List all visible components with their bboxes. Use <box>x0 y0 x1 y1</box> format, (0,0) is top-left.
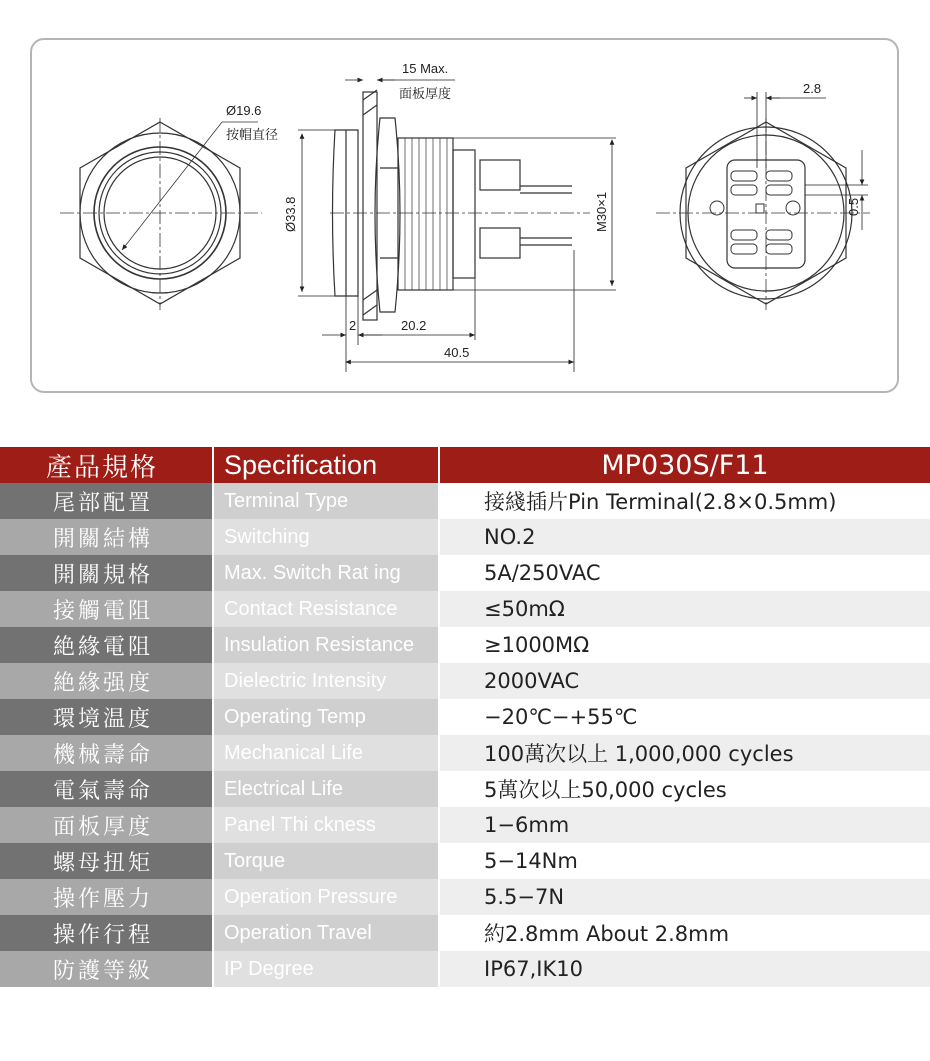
row-label-zh: 絶緣强度 <box>0 663 212 699</box>
row-label-zh: 接觸電阻 <box>0 591 212 627</box>
row-label-zh: 絶緣電阻 <box>0 627 212 663</box>
header-zh: 產品規格 <box>0 447 212 483</box>
row-label-en: Torque <box>214 843 438 879</box>
total-length-label: 40.5 <box>444 345 470 360</box>
rear-view <box>656 118 870 310</box>
header-model: MP030S/F11 <box>440 447 930 483</box>
thread-label: M30×1 <box>594 191 609 232</box>
row-value: 5.5−7N <box>440 879 930 915</box>
row-value: IP67,IK10 <box>440 951 930 987</box>
row-label-en: Switching <box>214 519 438 555</box>
row-label-zh: 環境温度 <box>0 699 212 735</box>
header-en: Specification <box>214 447 438 483</box>
row-label-en: Panel Thi ckness <box>214 807 438 843</box>
row-label-zh: 螺母扭矩 <box>0 843 212 879</box>
row-value: 5萬次以上50,000 cycles <box>440 771 930 807</box>
row-label-en: Operation Pressure <box>214 879 438 915</box>
table-row <box>0 555 930 591</box>
row-label-en: Operating Temp <box>214 699 438 735</box>
row-label-zh: 開關結構 <box>0 519 212 555</box>
table-row <box>0 663 930 699</box>
row-value: ≤50mΩ <box>440 591 930 627</box>
cap-diameter-label: Ø19.6 <box>226 103 262 118</box>
row-label-en: Electrical Life <box>214 771 438 807</box>
table-row <box>0 519 930 555</box>
row-value: 5−14Nm <box>440 843 930 879</box>
row-label-zh: 操作壓力 <box>0 879 212 915</box>
row-label-zh: 機械壽命 <box>0 735 212 771</box>
row-label-en: IP Degree <box>214 951 438 987</box>
flange-label: 2 <box>349 318 357 333</box>
table-row <box>0 627 930 663</box>
spec-table <box>0 447 930 987</box>
cap-diameter-caption: 按帽直径 <box>226 127 279 142</box>
table-row <box>0 483 930 519</box>
row-label-en: Dielectric Intensity <box>214 663 438 699</box>
row-value: 5A/250VAC <box>440 555 930 591</box>
row-label-en: Operation Travel <box>214 915 438 951</box>
technical-drawings <box>0 0 930 400</box>
row-value: 1−6mm <box>440 807 930 843</box>
table-row <box>0 915 930 951</box>
table-row <box>0 879 930 915</box>
table-row <box>0 699 930 735</box>
row-value: −20℃−+55℃ <box>440 699 930 735</box>
terminal-thickness-label: 0.5 <box>846 197 861 216</box>
row-label-en: Terminal Type <box>214 483 438 519</box>
row-label-zh: 開關規格 <box>0 555 212 591</box>
row-value: NO.2 <box>440 519 930 555</box>
terminal-width-label: 2.8 <box>803 81 822 96</box>
row-label-zh: 防護等級 <box>0 951 212 987</box>
outer-diameter-label: Ø33.8 <box>283 196 298 232</box>
row-label-zh: 電氣壽命 <box>0 771 212 807</box>
table-row <box>0 843 930 879</box>
table-row <box>0 951 930 987</box>
panel-thickness-caption: 面板厚度 <box>399 86 452 101</box>
row-label-en: Contact Resistance <box>214 591 438 627</box>
side-view <box>330 90 590 320</box>
row-label-en: Mechanical Life <box>214 735 438 771</box>
row-label-zh: 操作行程 <box>0 915 212 951</box>
spec-table-header <box>0 447 930 483</box>
row-label-zh: 尾部配置 <box>0 483 212 519</box>
table-row <box>0 771 930 807</box>
table-row <box>0 591 930 627</box>
table-row <box>0 807 930 843</box>
table-row <box>0 735 930 771</box>
front-view <box>60 118 262 310</box>
row-value: ≥1000MΩ <box>440 627 930 663</box>
row-label-zh: 面板厚度 <box>0 807 212 843</box>
row-value: 接綫插片Pin Terminal(2.8×0.5mm) <box>440 483 930 519</box>
row-label-en: Max. Switch Rat ing <box>214 555 438 591</box>
row-value: 2000VAC <box>440 663 930 699</box>
row-value: 約2.8mm About 2.8mm <box>440 915 930 951</box>
body-length-label: 20.2 <box>401 318 427 333</box>
row-value: 100萬次以上 1,000,000 cycles <box>440 735 930 771</box>
row-label-en: Insulation Resistance <box>214 627 438 663</box>
panel-thickness-label: 15 Max. <box>402 61 449 76</box>
